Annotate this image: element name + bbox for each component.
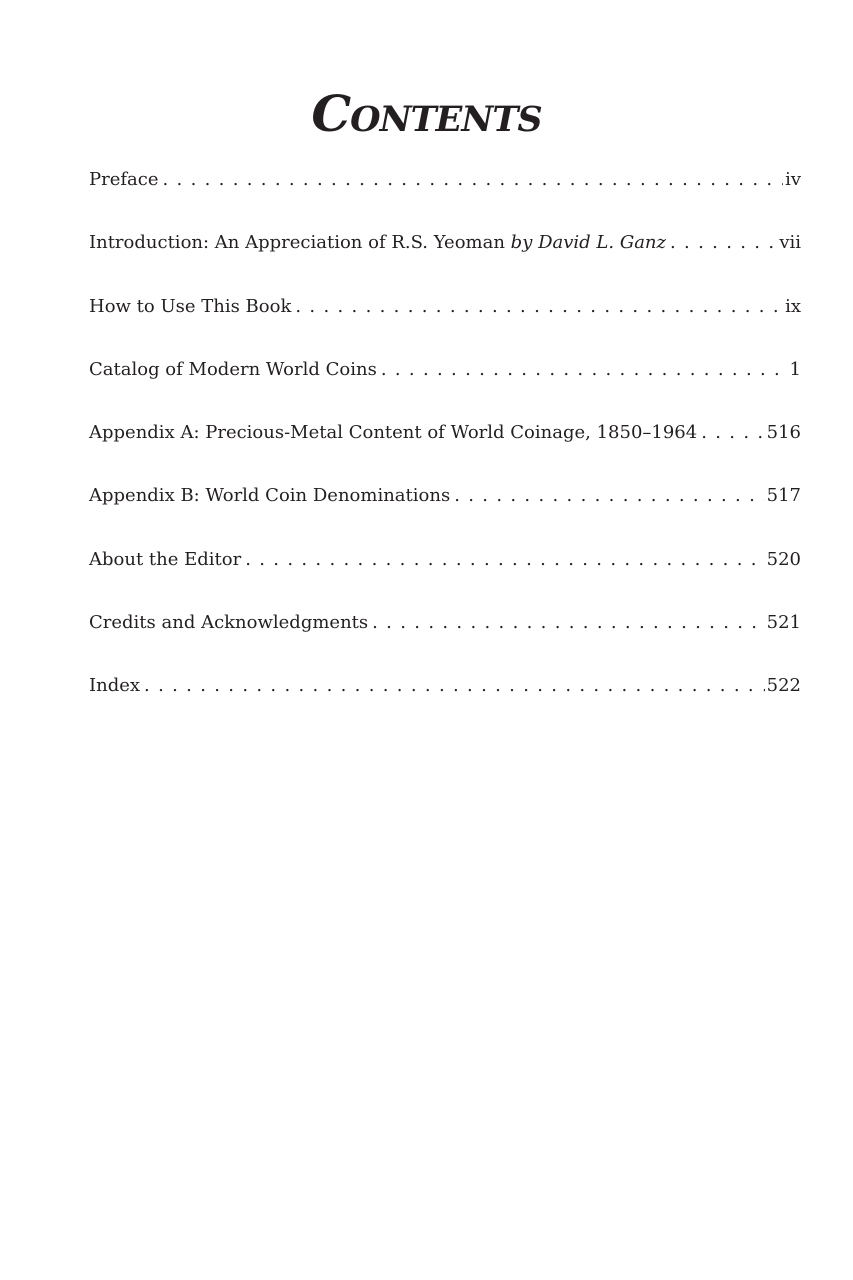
toc-entry-title: Appendix B: World Coin Denominations <box>89 477 454 515</box>
toc-entry-title: Preface <box>89 161 163 199</box>
dot-leader <box>372 604 765 642</box>
toc-page-number: vii <box>779 232 801 254</box>
dot-leader <box>163 161 784 199</box>
toc-entry-how-to-use <box>89 288 801 351</box>
toc-entry-about-editor <box>89 541 801 604</box>
toc-page-number: 517 <box>766 485 801 507</box>
toc-entry-introduction <box>89 224 801 287</box>
dot-leader <box>701 414 764 452</box>
toc-page-number: 516 <box>766 422 801 444</box>
toc-page-number: 1 <box>789 358 801 380</box>
toc-page-number: ix <box>785 295 801 317</box>
toc-entry-title: About the Editor <box>89 541 245 579</box>
dot-leader <box>245 541 764 579</box>
toc-page-number: 522 <box>766 675 801 697</box>
toc-entry-title: How to Use This Book <box>89 288 295 326</box>
toc-entry-title: Catalog of Modern World Coins <box>89 351 381 389</box>
toc-entry-title: Index <box>89 667 144 705</box>
toc-page-number: iv <box>785 169 801 190</box>
toc-entry-title: Appendix A: Precious-Metal Content of World Coinage, 1850–1964 <box>89 414 701 452</box>
toc-entry-credits <box>89 604 801 667</box>
toc-page-number: 521 <box>766 612 801 634</box>
table-of-contents <box>89 161 801 731</box>
toc-entry-appendix-a <box>89 414 801 477</box>
toc-entry-title: Credits and Acknowledgments <box>89 604 372 642</box>
toc-entry-appendix-b <box>89 477 801 540</box>
dot-leader <box>144 667 765 705</box>
dot-leader <box>295 288 783 326</box>
dot-leader <box>454 477 764 515</box>
toc-entry-preface <box>89 161 801 224</box>
toc-entry-byline: by David L. Ganz <box>510 232 667 254</box>
dot-leader <box>670 224 777 262</box>
dot-leader <box>381 351 788 389</box>
toc-entry-index <box>89 667 801 730</box>
toc-entry-catalog <box>89 351 801 414</box>
page-title: Contents <box>311 83 542 143</box>
toc-page-number: 520 <box>766 548 801 570</box>
toc-entry-title: Introduction: An Appreciation of R.S. Yeoman by David L. Ganz <box>89 224 670 262</box>
